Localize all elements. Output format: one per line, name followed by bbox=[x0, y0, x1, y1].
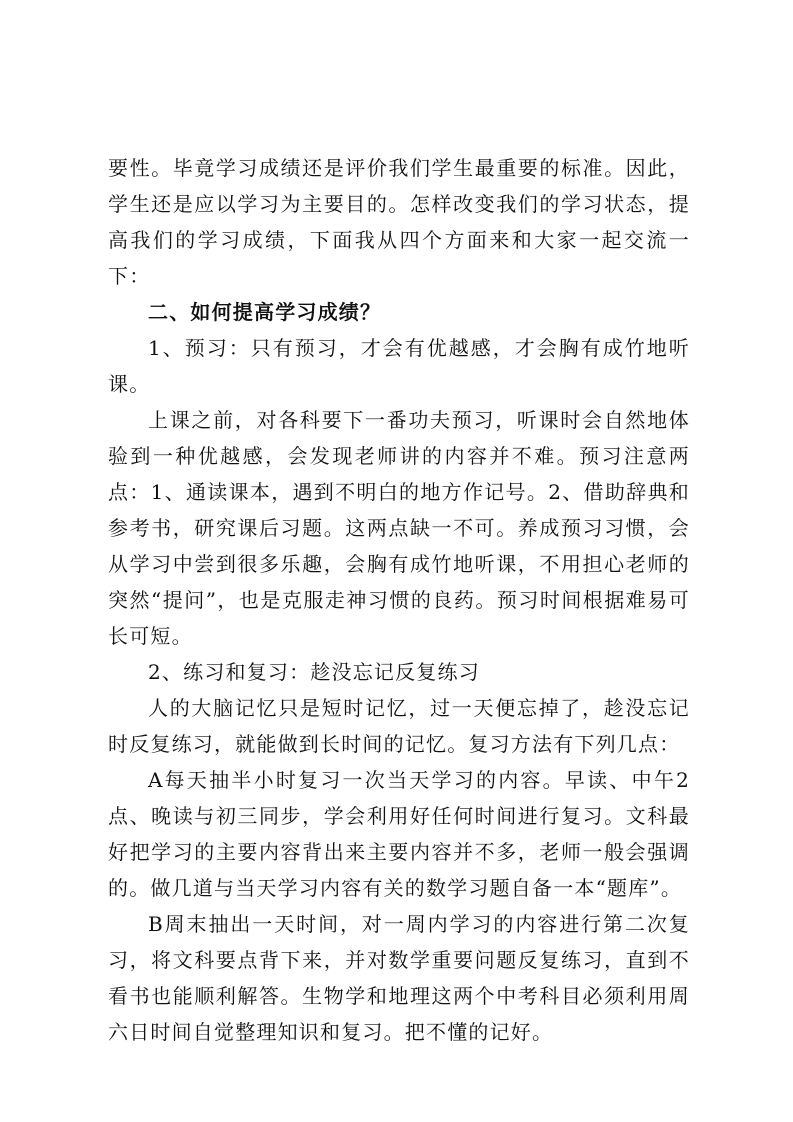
paragraph-memory: 人的大脑记忆只是短时记忆，过一天便忘掉了，趁没忘记时反复练习，就能做到长时间的记忆。复习方法有下列几点： bbox=[108, 696, 690, 756]
paragraph-preview: 上课之前，对各科要下一番功夫预习，听课时会自然地体验到一种优越感，会发现老师讲的内容并不难。预习注意两点：1、通读课本，遇到不明白的地方作记号。2、借助辞典和参考书，研究课后习题。这两点缺一不可。养成预习习惯，会从学习中尝到很多乐趣，会胸有成竹地听课，不用担心老师的突然“提问”，也是克服走神习惯的良药。预习时间根据难易可长可短。 bbox=[108, 408, 690, 648]
paragraph-daily-review: A每天抽半小时复习一次当天学习的内容。早读、中午2点、晚读与初三同步，学会利用好任何时间进行复习。文科最好把学习的主要内容背出来主要内容并不多，老师一般会强调的。做几道与当天学习内容有关的数学习题自备一本“题库”。 bbox=[108, 768, 690, 900]
subheading-preview: 1、预习：只有预习，才会有优越感，才会胸有成竹地听课。 bbox=[108, 336, 690, 396]
subheading-practice-review: 2、练习和复习：趁没忘记反复练习 bbox=[148, 660, 480, 684]
document-page bbox=[108, 150, 690, 1050]
section-heading: 二、如何提高学习成绩？ bbox=[148, 300, 382, 324]
paragraph-intro-continued: 要性。毕竟学习成绩还是评价我们学生最重要的标准。因此，学生还是应以学习为主要目的。怎样改变我们的学习状态，提高我们的学习成绩，下面我从四个方面来和大家一起交流一下： bbox=[108, 156, 690, 288]
paragraph-weekly-review: B周末抽出一天时间，对一周内学习的内容进行第二次复习，将文科要点背下来，并对数学重要问题反复练习，直到不看书也能顺利解答。生物学和地理这两个中考科目必须利用周六日时间自觉整理知识和复习。把不懂的记好。 bbox=[108, 912, 690, 1044]
